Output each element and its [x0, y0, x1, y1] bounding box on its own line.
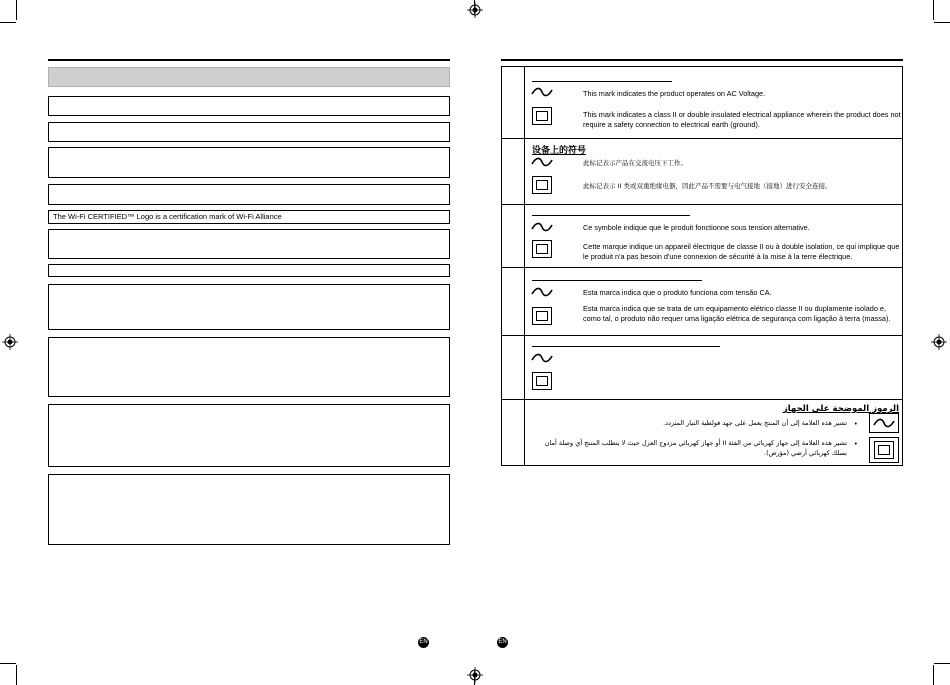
symbols-table — [501, 66, 903, 466]
section-header-bar — [48, 67, 450, 87]
arabic-bullet: • — [854, 419, 857, 428]
portuguese-class2-text: Esta marca indica que se trata de um equipamento elétrico classe II ou duplamente isolado e, como tal, o produto não requer uma ligação elétrica de segurança com ligação à terra (massa). — [583, 304, 891, 323]
class-ii-icon — [532, 176, 552, 194]
content-box — [48, 284, 450, 330]
crop-mark — [933, 665, 934, 685]
page-number-badge: EN — [497, 637, 508, 648]
wifi-notice-box — [48, 210, 450, 224]
content-box — [48, 337, 450, 397]
ac-voltage-icon-box — [869, 413, 899, 433]
portuguese-ac-text: Esta marca indica que o produto funciona com tensão CA. — [583, 288, 772, 297]
registration-mark-icon — [2, 334, 18, 350]
crop-mark — [933, 0, 934, 20]
arabic-section — [525, 399, 903, 465]
arabic-ac-text: تشير هذه العلامة إلى أن المنتج يعمل على جهد فولطية التيار المتردد. — [663, 419, 847, 427]
content-box — [48, 404, 450, 467]
content-box — [48, 96, 450, 116]
ac-voltage-icon — [531, 287, 553, 297]
additional-language-section — [525, 335, 903, 399]
ac-voltage-icon — [531, 353, 553, 363]
class-ii-icon — [532, 372, 552, 390]
arabic-section-title: الرموز الموضحة على الجهاز — [782, 404, 899, 414]
crop-mark — [934, 22, 950, 23]
crop-mark — [16, 665, 17, 685]
content-box — [48, 474, 450, 545]
content-box — [48, 229, 450, 259]
content-box — [48, 147, 450, 178]
class-ii-icon — [532, 107, 552, 125]
chinese-class2-text: 此标记表示 II 类或双重绝缘电器，因此产品不需要与电气接地（接地）进行安全连接。 — [583, 182, 832, 190]
crop-mark — [0, 663, 16, 664]
ac-voltage-icon — [531, 157, 553, 167]
top-rule — [501, 59, 903, 61]
wifi-notice-text: The Wi-Fi CERTIFIED™ Logo is a certification mark of Wi-Fi Alliance — [53, 212, 282, 221]
class-ii-icon — [532, 240, 552, 258]
french-class2-text: Cette marque indique un appareil électrique de classe II ou à double isolation, ce qui implique que le produit n'a pas besoin d'une connexion de sécurité à la mise à la terre électrique. — [583, 242, 900, 261]
registration-mark-icon — [467, 2, 483, 18]
registration-mark-icon — [931, 334, 947, 350]
chinese-section — [525, 138, 903, 204]
crop-mark — [16, 0, 17, 20]
french-ac-text: Ce symbole indique que le produit fonctionne sous tension alternative. — [583, 223, 810, 232]
content-box — [48, 264, 450, 277]
content-box — [48, 184, 450, 205]
crop-mark — [934, 663, 950, 664]
ac-voltage-icon — [531, 222, 553, 232]
class-ii-icon — [532, 307, 552, 325]
english-ac-text: This mark indicates the product operates on AC Voltage. — [583, 89, 766, 98]
top-rule — [48, 59, 450, 61]
class-ii-icon — [874, 441, 894, 459]
ac-voltage-icon — [873, 418, 895, 428]
english-section — [525, 67, 903, 138]
portuguese-section — [525, 267, 903, 335]
ac-voltage-icon — [531, 87, 553, 97]
section-title-underline — [532, 81, 672, 82]
registration-mark-icon — [467, 667, 483, 683]
english-class2-text: This mark indicates a class II or double insulated electrical appliance wherein the product does not require a safety connection to electrical earth (ground). — [583, 110, 901, 129]
chinese-ac-text: 此标记表示产品在交流电压下工作。 — [583, 159, 687, 167]
chinese-section-title: 设备上的符号 — [532, 145, 587, 155]
arabic-class2-text: تشير هذه العلامة إلى جهاز كهربائي من الفئة II أو جهاز كهربائي مزدوج العزل حيث لا يتطلب المنتج أي وصلة أمان بسلك كهربائي أرضي (مؤرض). — [544, 439, 847, 457]
arabic-bullet: • — [854, 439, 857, 448]
crop-mark — [0, 22, 16, 23]
class-ii-icon-box — [869, 437, 899, 463]
section-title-underline — [532, 215, 690, 216]
content-box — [48, 122, 450, 142]
section-title-underline — [532, 346, 720, 347]
page-number-badge: EN — [418, 637, 429, 648]
section-title-underline — [532, 280, 702, 281]
french-section — [525, 204, 903, 267]
